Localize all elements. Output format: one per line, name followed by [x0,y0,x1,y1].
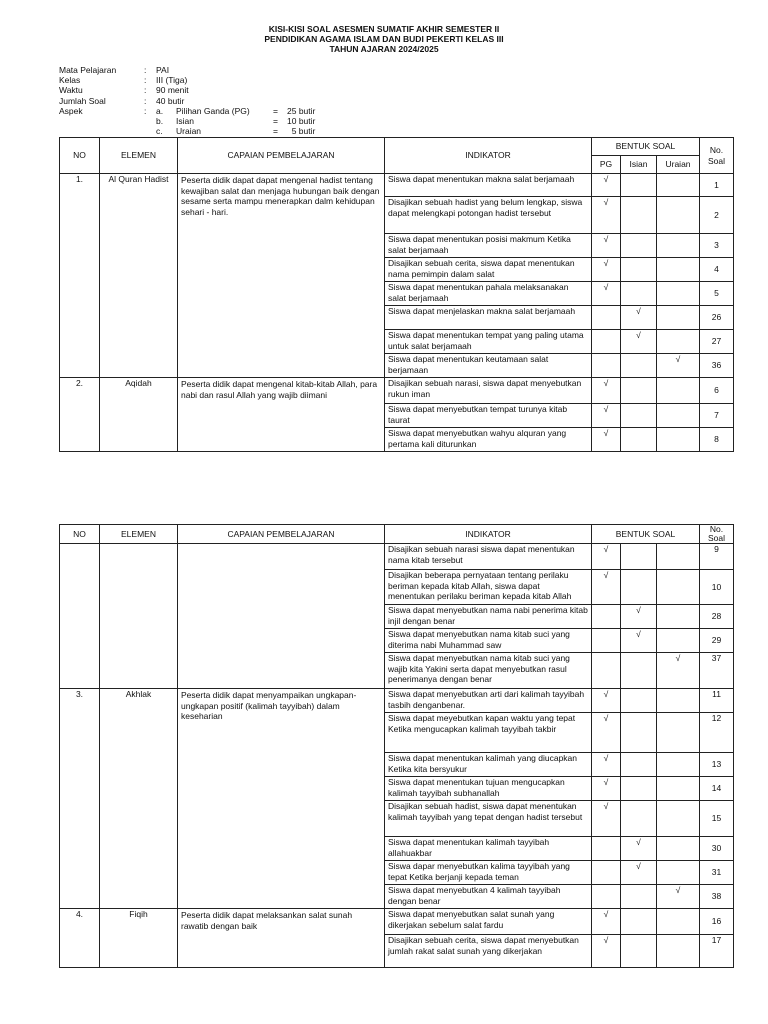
cell-pg [592,258,621,282]
cell-uraian [657,861,700,885]
header-elemen: ELEMEN [100,138,178,174]
cell-isian [621,801,657,837]
cell-pg [592,909,621,935]
check-mark: √ [603,378,609,388]
header-no-soal: No. Soal [700,138,734,174]
cell-uraian [657,801,700,837]
row-no-soal: 15 [700,801,734,837]
row-no-soal: 9 [700,544,734,570]
check-mark: √ [603,570,609,580]
kisi-kisi-table-page-2 [59,524,734,968]
row-indikator: Siswa dapat menentukan pahala melaksanakan salat berjamaah [385,282,592,306]
cell-uraian [657,713,700,753]
row-indikator: Siswa dapat menentukan tujuan mengucapkan kalimah tayyibah subhanallah [385,777,592,801]
check-mark: √ [675,885,681,895]
aspek-letter: b. [156,115,164,126]
document-title-line-1: KISI-KISI SOAL ASESMEN SUMATIF AKHIR SEMESTER II [268,24,500,34]
row-capaian: Peserta didik dapat menyampaikan ungkapan-ungkapan positif (kalimah tayyibah) dalam keseharian [178,689,385,909]
cell-pg [592,544,621,570]
cell-isian [621,330,657,354]
row-no-soal: 1 [700,174,734,197]
row-no-soal: 37 [700,653,734,689]
aspek-equals: = [273,105,278,116]
header-no-soal: No. Soal [700,525,734,544]
cell-isian [621,689,657,713]
table-row [60,909,734,935]
cell-isian [621,777,657,801]
cell-isian [621,234,657,258]
cell-isian [621,282,657,306]
row-no-soal: 10 [700,570,734,605]
meta-value: 90 menit [156,85,189,96]
kisi-kisi-table-page-1 [59,137,734,452]
cell-uraian [657,404,700,428]
row-indikator: Siswa dapat menyebutkan arti dari kalimah tayyibah tasbih denganbenar. [385,689,592,713]
cell-isian [621,885,657,909]
row-indikator: Siswa dapat menjelaskan makna salat berjamaah [385,306,592,330]
row-number: 4. [60,909,100,968]
check-mark: √ [636,330,641,340]
row-indikator: Siswa dapat menyebutkan nama nabi penerima kitab injil dengan benar [385,605,592,629]
cell-isian [621,428,657,452]
aspek-count: 5 butir [287,126,316,137]
row-no-soal: 6 [700,378,734,404]
cell-uraian [657,909,700,935]
check-mark: √ [603,777,609,787]
document-meta [59,65,356,136]
aspek-letter: a. [156,105,164,116]
table-row [60,174,734,197]
cell-uraian [657,570,700,605]
row-no-soal: 28 [700,605,734,629]
check-mark: √ [675,653,681,663]
row-elemen: Al Quran Hadist [100,174,178,378]
cell-pg [592,282,621,306]
cell-isian [621,629,657,653]
cell-uraian [657,777,700,801]
cell-uraian [657,428,700,452]
check-mark: √ [636,861,641,871]
meta-label: Kelas [59,75,81,86]
table-row [60,689,734,713]
check-mark: √ [603,258,609,268]
row-no-soal: 5 [700,282,734,306]
check-mark: √ [603,428,609,438]
check-mark: √ [636,605,641,615]
meta-label: Waktu [59,85,83,96]
row-indikator: Siswa dapat menentukan kalimah tayyibah allahuakbar [385,837,592,861]
cell-pg [592,378,621,404]
cell-pg [592,885,621,909]
row-indikator: Siswa dapat menentukan makna salat berjamaah [385,174,592,197]
cell-pg [592,234,621,258]
cell-isian [621,354,657,378]
meta-colon: : [144,105,147,116]
cell-pg [592,653,621,689]
meta-colon: : [144,95,147,106]
row-elemen: Fiqih [100,909,178,968]
check-mark: √ [603,753,609,763]
aspek-count: 10 butir [287,115,316,126]
check-mark: √ [636,306,641,316]
cell-isian [621,909,657,935]
cell-uraian [657,282,700,306]
row-indikator: Disajikan sebuah narasi, siswa dapat menyebutkan rukun iman [385,378,592,404]
table-row [60,544,734,570]
cell-pg [592,404,621,428]
cell-uraian [657,605,700,629]
check-mark: √ [636,629,641,639]
check-mark: √ [603,282,609,292]
document-title-line-2: PENDIDIKAN AGAMA ISLAM DAN BUDI PEKERTI KELAS III [264,34,504,44]
meta-value: 40 butir [156,95,185,106]
check-mark: √ [603,197,609,207]
row-number: 2. [60,378,100,452]
row-capaian [178,544,385,689]
row-no-soal: 27 [700,330,734,354]
check-mark: √ [603,935,609,945]
header-pg: PG [592,156,621,174]
cell-uraian [657,330,700,354]
cell-isian [621,306,657,330]
row-elemen [100,544,178,689]
cell-pg [592,330,621,354]
document-title-line-3: TAHUN AJARAN 2024/2025 [329,44,439,54]
row-number: 1. [60,174,100,378]
cell-pg [592,935,621,968]
header-no: NO [60,138,100,174]
meta-colon: : [144,65,147,75]
row-no-soal: 26 [700,306,734,330]
header-indikator: INDIKATOR [385,525,592,544]
header-bentuk-soal: BENTUK SOAL [592,525,700,544]
header-no: NO [60,525,100,544]
table-row [60,378,734,404]
row-indikator: Siswa dapat menyebutkan wahyu alquran yang pertama kali diturunkan [385,428,592,452]
row-no-soal: 38 [700,885,734,909]
check-mark: √ [603,234,609,244]
row-indikator: Siswa dapat menentukan posisi makmum Ketika salat berjamaah [385,234,592,258]
check-mark: √ [675,354,681,364]
header-indikator: INDIKATOR [385,138,592,174]
check-mark: √ [603,713,609,723]
row-no-soal: 2 [700,197,734,234]
meta-value: PAI [156,65,170,75]
header-capaian: CAPAIAN PEMBELAJARAN [178,138,385,174]
cell-pg [592,753,621,777]
cell-uraian [657,935,700,968]
aspek-name: Uraian [176,126,202,137]
row-indikator: Disajikan beberapa pernyataan tentang perilaku beriman kepada kitab Allah, siswa dapat menentukan perilaku beriman kepada kitab Allah [385,570,592,605]
cell-isian [621,935,657,968]
header-isian: Isian [621,156,657,174]
cell-uraian [657,885,700,909]
cell-pg [592,689,621,713]
row-number: 3. [60,689,100,909]
row-indikator: Siswa dapat menentukan kalimah yang diucapkan Ketika kita bersyukur [385,753,592,777]
cell-isian [621,837,657,861]
cell-pg [592,861,621,885]
cell-pg [592,306,621,330]
cell-uraian [657,378,700,404]
cell-isian [621,197,657,234]
row-capaian: Peserta didik dapat mengenal kitab-kitab Allah, para nabi dan rasul Allah yang wajib diimani [178,378,385,452]
aspek-letter: c. [156,126,163,137]
row-indikator: Siswa dapat menyebutkan nama kitab suci yang wajib kita Yakini serta dapat menyebutkan rasul penerimanya dengan benar [385,653,592,689]
header-uraian: Uraian [657,156,700,174]
cell-isian [621,713,657,753]
aspek-equals: = [273,115,278,126]
check-mark: √ [603,689,609,699]
row-no-soal: 36 [700,354,734,378]
row-no-soal: 29 [700,629,734,653]
cell-uraian [657,689,700,713]
meta-row [59,85,356,95]
cell-uraian [657,544,700,570]
row-elemen: Akhlak [100,689,178,909]
row-number [60,544,100,689]
cell-isian [621,378,657,404]
cell-isian [621,861,657,885]
row-capaian: Peserta didik dapat dapat mengenal hadist tentang kewajiban salat dan menjaga hubungan baik dengan sesame serta mampu menerapkan dalm kehidupan sehari - hari. [178,174,385,378]
aspek-name: Isian [176,115,194,126]
cell-uraian [657,258,700,282]
aspek-name: Pilihan Ganda (PG) [176,105,250,116]
row-no-soal: 12 [700,713,734,753]
check-mark: √ [636,837,641,847]
row-indikator: Siswa dapat menyebutkan tempat turunya kitab taurat [385,404,592,428]
cell-isian [621,174,657,197]
cell-uraian [657,837,700,861]
row-no-soal: 11 [700,689,734,713]
cell-pg [592,197,621,234]
row-no-soal: 4 [700,258,734,282]
row-indikator: Disajikan sebuah narasi siswa dapat menentukan nama kitab tersebut [385,544,592,570]
cell-pg [592,174,621,197]
cell-isian [621,404,657,428]
cell-pg [592,801,621,837]
row-no-soal: 31 [700,861,734,885]
row-no-soal: 30 [700,837,734,861]
row-capaian: Peserta didik dapat melaksankan salat sunah rawatib dengan baik [178,909,385,968]
cell-uraian [657,653,700,689]
row-indikator: Siswa dapat menyebutkan salat sunah yang dikerjakan sebelum salat fardu [385,909,592,935]
cell-uraian [657,629,700,653]
meta-row [59,75,356,85]
check-mark: √ [603,404,609,414]
row-indikator: Disajikan sebuah hadist, siswa dapat menentukan kalimah tayyibah yang tepat dengan hadist tersebut [385,801,592,837]
aspek-equals: = [273,126,278,137]
aspek-count: 25 butir [287,105,316,116]
check-mark: √ [603,544,609,554]
cell-isian [621,653,657,689]
cell-uraian [657,753,700,777]
row-indikator: Siswa dapat menyebutkan nama kitab suci yang diterima nabi Muhammad saw [385,629,592,653]
meta-colon: : [144,85,147,96]
cell-pg [592,428,621,452]
meta-colon: : [144,75,147,86]
cell-uraian [657,197,700,234]
row-indikator: Siswa dapat menentukan keutamaan salat berjamaan [385,354,592,378]
cell-uraian [657,174,700,197]
cell-pg [592,713,621,753]
meta-label: Mata Pelajaran [59,65,117,75]
row-no-soal: 7 [700,404,734,428]
row-indikator: Disajikan sebuah cerita, siswa dapat menyebutkan jumlah rakat salat sunah yang dikerjakan [385,935,592,968]
meta-row [59,96,356,106]
row-indikator: Siswa dapat meyebutkan kapan waktu yang tepat Ketika mengucapkan kalimah tayyibah takbir [385,713,592,753]
cell-isian [621,570,657,605]
row-elemen: Aqidah [100,378,178,452]
cell-pg [592,570,621,605]
meta-label: Jumlah Soal [59,95,106,106]
cell-uraian [657,306,700,330]
check-mark: √ [603,909,609,919]
cell-pg [592,605,621,629]
meta-row [59,65,356,75]
cell-uraian [657,234,700,258]
aspek-row [59,126,356,136]
header-elemen: ELEMEN [100,525,178,544]
row-indikator: Disajikan sebuah hadist yang belum lengkap, siswa dapat melengkapi potongan hadist tersebut [385,197,592,234]
cell-isian [621,258,657,282]
cell-isian [621,605,657,629]
row-indikator: Disajikan sebuah cerita, siswa dapat menentukan nama pemimpin dalam salat [385,258,592,282]
row-indikator: Siswa dapar menyebutkan kalima tayyibah yang tepat Ketika berjanji kepada teman [385,861,592,885]
check-mark: √ [603,174,609,184]
row-no-soal: 16 [700,909,734,935]
cell-uraian [657,354,700,378]
cell-pg [592,629,621,653]
row-no-soal: 8 [700,428,734,452]
header-capaian: CAPAIAN PEMBELAJARAN [178,525,385,544]
aspek-row [59,116,356,126]
row-no-soal: 3 [700,234,734,258]
meta-value: III (Tiga) [156,75,188,86]
row-no-soal: 13 [700,753,734,777]
header-bentuk-soal: BENTUK SOAL [592,138,700,156]
aspek-row [59,106,356,116]
row-no-soal: 17 [700,935,734,968]
row-no-soal: 14 [700,777,734,801]
row-indikator: Siswa dapat menentukan tempat yang paling utama untuk salat berjamaah [385,330,592,354]
cell-pg [592,777,621,801]
meta-label: Aspek [59,105,83,116]
check-mark: √ [603,801,609,811]
cell-isian [621,544,657,570]
cell-pg [592,837,621,861]
row-indikator: Siswa dapat menyebutkan 4 kalimah tayyibah dengan benar [385,885,592,909]
cell-pg [592,354,621,378]
cell-isian [621,753,657,777]
